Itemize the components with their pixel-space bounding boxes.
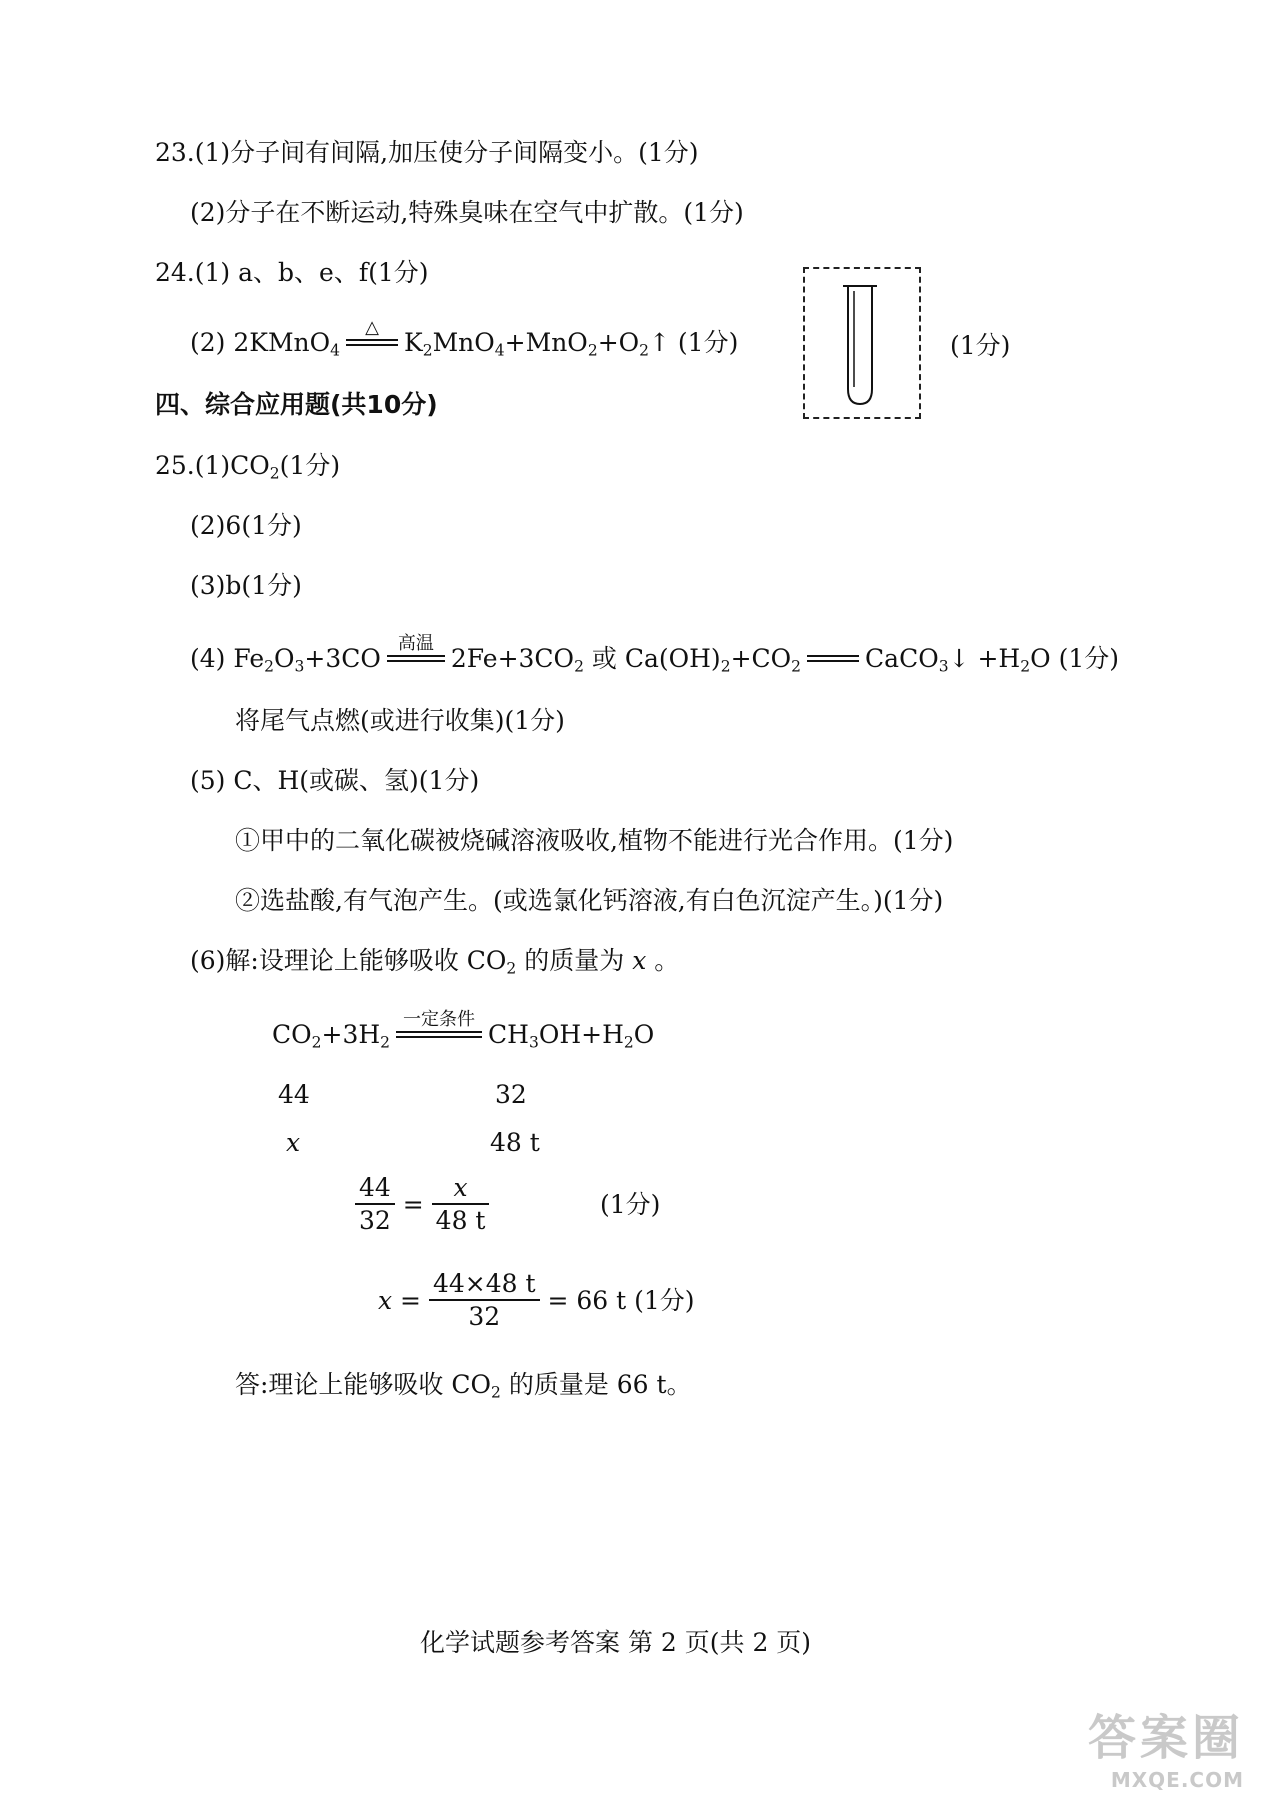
proportion-score: (1分) — [600, 1190, 661, 1219]
site-watermark: 答案圈 MXQE.COM — [1087, 1710, 1244, 1792]
page-footer: 化学试题参考答案 第 2 页(共 2 页) — [420, 1628, 812, 1657]
test-tube-figure — [803, 267, 921, 419]
q24-figure-score: (1分) — [950, 331, 1011, 360]
given-mass: 48 t — [490, 1128, 540, 1157]
q24-part2-equation: (2) 2KMnO$_4$ △ $K_2MnO_4+MnO_2+O_2↑$ (1分) — [190, 317, 739, 360]
calculation: x = $\frac{44\times 48 t}{32}$ = 66 t (1分) — [378, 1269, 695, 1332]
unknown-x: x — [286, 1128, 301, 1157]
q25-part5-item1: ①甲中的二氧化碳被烧碱溶液吸收,植物不能进行光合作用。(1分) — [235, 826, 954, 855]
q25-part6-equation: $CO_2+3H_2$ 一定条件 $CH_3OH+H_2O$ — [272, 1009, 655, 1052]
q25-part1: $25.(1)CO_2(1$分) — [155, 451, 341, 483]
proportion: $\frac{44}{32}$ = $\frac{x}{48 t}$ — [355, 1172, 489, 1237]
q24-part1: 24.(1) a、b、e、f(1分) — [155, 258, 429, 287]
section-title: 四、综合应用题(共10分) — [155, 390, 438, 419]
q25-part4-equation: (4) $Fe_2O_3+3CO$ 高温 $2Fe+3CO_2$ 或 $Ca(OH)_2+CO_2$ CaCO$_3$↓ $+H_2O$ (1分) — [190, 633, 1119, 676]
q25-part2: (2)6(1分) — [190, 511, 302, 540]
q23-part1: 23.(1)分子间有间隔,加压使分子间隔变小。(1分) — [155, 138, 699, 167]
q25-part4-note: 将尾气点燃(或进行收集)(1分) — [235, 706, 565, 735]
molar-mass-co2: 44 — [278, 1080, 310, 1109]
molar-mass-ch3oh: 32 — [495, 1080, 527, 1109]
q23-part2: (2)分子在不断运动,特殊臭味在空气中扩散。(1分) — [190, 198, 744, 227]
q25-part5: (5) C、H(或碳、氢)(1分) — [190, 766, 480, 795]
q25-part6-intro: (6)解:设理论上能够吸收 $CO_2$ 的质量为 x 。 — [190, 946, 680, 978]
q25-answer: 答:理论上能够吸收 $CO_2$ 的质量是 66 t。 — [235, 1370, 692, 1402]
q25-part3: (3)b(1分) — [190, 571, 302, 600]
q25-part5-item2: ②选盐酸,有气泡产生。(或选氯化钙溶液,有白色沉淀产生。)(1分) — [235, 886, 944, 915]
test-tube-icon — [805, 269, 919, 417]
